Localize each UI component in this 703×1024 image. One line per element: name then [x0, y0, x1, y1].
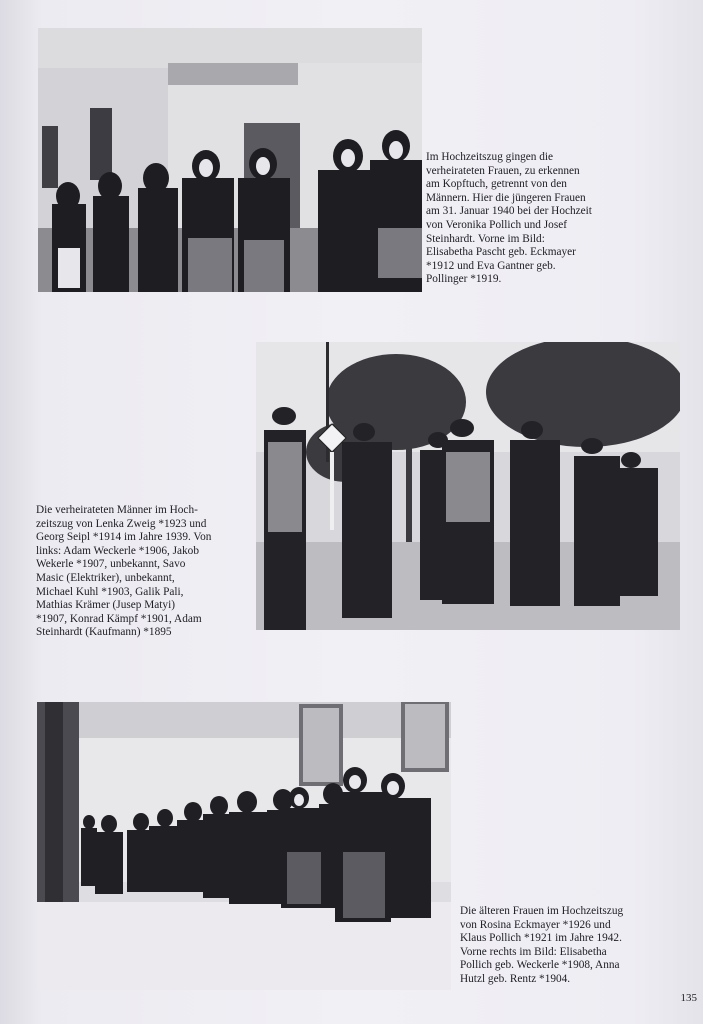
caption-line: am 31. Januar 1940 bei der Hochzeit	[426, 205, 592, 218]
caption-married-men	[36, 504, 252, 640]
caption-line: Pollich geb. Weckerle *1908, Anna	[460, 959, 620, 972]
photo-older-women	[37, 702, 451, 990]
caption-line: *1907, Konrad Kämpf *1901, Adam	[36, 612, 202, 625]
caption-line: Hutzl geb. Rentz *1904.	[460, 972, 571, 985]
caption-line: Die älteren Frauen im Hochzeitszug	[460, 905, 624, 917]
caption-line: Pollinger *1919.	[426, 273, 502, 286]
caption-line: verheirateten Frauen, zu erkennen	[426, 164, 580, 177]
caption-line: Masic (Elektriker), unbekannt,	[36, 571, 175, 584]
photo-married-men	[256, 342, 680, 630]
caption-line: Michael Kuhl *1903, Galik Pali,	[36, 585, 184, 598]
caption-line: am Kopftuch, getrennt von den	[426, 178, 567, 191]
caption-line: zeitszug von Lenka Zweig *1923 und	[36, 517, 207, 530]
caption-line: Steinhardt. Vorne im Bild:	[426, 232, 545, 245]
caption-line: Elisabetha Pascht geb. Eckmayer	[426, 246, 576, 259]
caption-line: Georg Seipl *1914 im Jahre 1939. Von	[36, 531, 212, 544]
caption-line: Im Hochzeitszug gingen die	[426, 151, 554, 163]
caption-young-women	[426, 151, 696, 287]
photo-young-women	[38, 28, 422, 292]
caption-line: Die verheirateten Männer im Hoch-	[36, 504, 198, 516]
caption-line: von Veronika Pollich und Josef	[426, 218, 567, 231]
caption-line: Vorne rechts im Bild: Elisabetha	[460, 945, 607, 958]
caption-line: Steinhardt (Kaufmann) *1895	[36, 626, 172, 639]
caption-line: *1912 und Eva Gantner geb.	[426, 259, 556, 272]
caption-line: Wekerle *1907, unbekannt, Savo	[36, 558, 186, 571]
caption-older-women	[460, 905, 696, 987]
page-number: 135	[680, 992, 697, 1004]
caption-line: Klaus Pollich *1921 im Jahre 1942.	[460, 932, 622, 945]
caption-line: links: Adam Weckerle *1906, Jakob	[36, 544, 199, 557]
caption-line: Männern. Hier die jüngeren Frauen	[426, 191, 586, 204]
caption-line: Mathias Krämer (Jusep Matyi)	[36, 599, 175, 612]
caption-line: von Rosina Eckmayer *1926 und	[460, 918, 611, 931]
